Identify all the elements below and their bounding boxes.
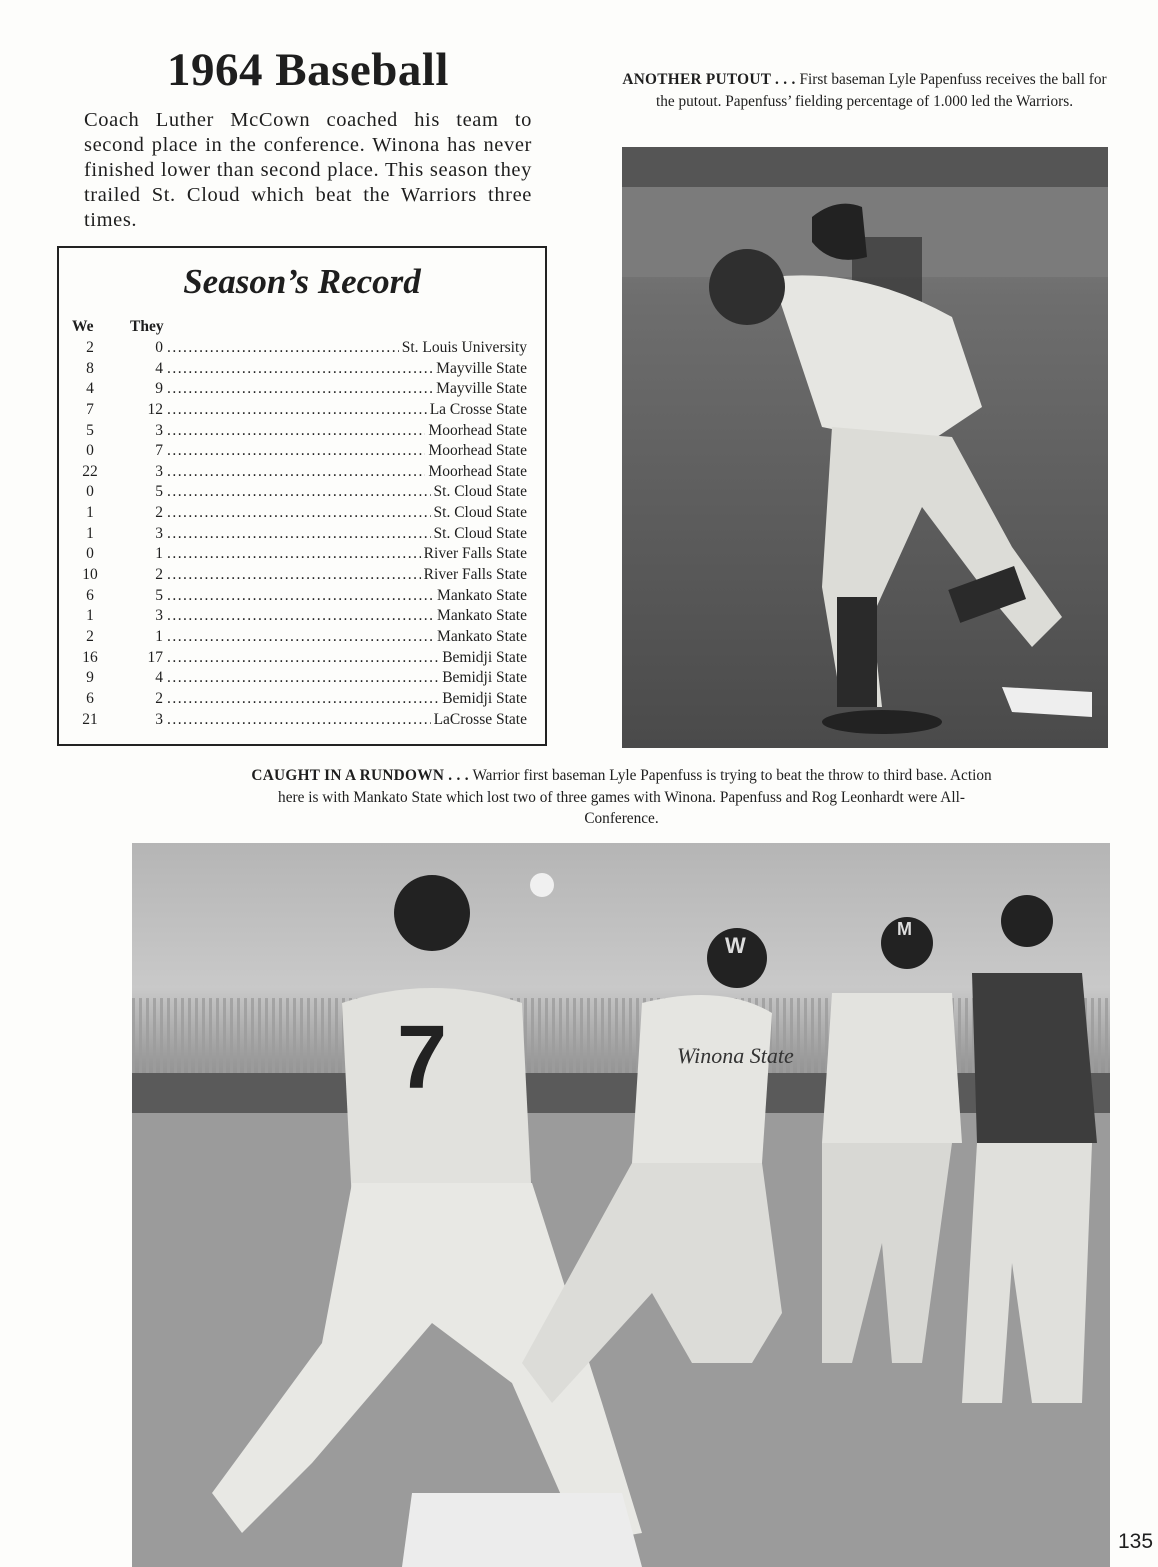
- score-they: 1: [155, 545, 163, 563]
- record-rows: [59, 338, 545, 730]
- fielder-cap-letter: M: [897, 919, 912, 939]
- opponent-name: Mankato State: [434, 606, 527, 627]
- caption-putout: [612, 69, 1117, 112]
- record-row: [59, 606, 545, 627]
- opponent-name: St. Cloud State: [431, 503, 527, 524]
- opponent-name: Mankato State: [434, 627, 527, 648]
- photo-putout: [622, 147, 1108, 748]
- score-we: 0: [86, 483, 94, 501]
- record-row: [59, 441, 545, 462]
- record-row: [59, 462, 545, 483]
- record-row: [59, 421, 545, 442]
- score-they: 5: [155, 483, 163, 501]
- runner-cap-letter: W: [725, 933, 746, 958]
- record-row: [59, 544, 545, 565]
- opponent-name: La Crosse State: [427, 400, 527, 421]
- record-row: [59, 648, 545, 669]
- score-they: 2: [155, 566, 163, 584]
- score-they: 3: [155, 421, 163, 439]
- score-we: 4: [86, 380, 94, 398]
- score-we: 0: [86, 545, 94, 563]
- record-row: [59, 338, 545, 359]
- score-they: 9: [155, 380, 163, 398]
- record-row: [59, 565, 545, 586]
- score-we: 22: [82, 462, 98, 480]
- score-we: 8: [86, 359, 94, 377]
- score-we: 0: [86, 442, 94, 460]
- record-row: [59, 400, 545, 421]
- record-row: [59, 710, 545, 731]
- opponent-name: Mayville State: [433, 379, 527, 400]
- score-we: 5: [86, 421, 94, 439]
- record-row: [59, 482, 545, 503]
- score-we: 6: [86, 689, 94, 707]
- opponent-name: Bemidji State: [439, 668, 527, 689]
- record-row: [59, 359, 545, 380]
- opponent-name: Bemidji State: [439, 689, 527, 710]
- score-we: 1: [86, 504, 94, 522]
- column-header-they: They: [130, 318, 164, 335]
- record-row: [59, 586, 545, 607]
- score-they: 17: [147, 648, 163, 666]
- score-we: 1: [86, 607, 94, 625]
- record-row: [59, 503, 545, 524]
- photo-rundown: [132, 843, 1110, 1567]
- opponent-name: River Falls State: [421, 565, 527, 586]
- score-they: 3: [155, 710, 163, 728]
- record-row: [59, 627, 545, 648]
- score-they: 5: [155, 586, 163, 604]
- intro-paragraph: Coach Luther McCown coached his team to second place in the conference. Winona has never finished lower than second place. This season they trailed St. Cloud which beat the Warriors three times.: [84, 109, 532, 231]
- score-they: 12: [147, 400, 163, 418]
- runner-jersey-text: Winona State: [677, 1043, 794, 1068]
- score-they: 2: [155, 504, 163, 522]
- opponent-name: St. Cloud State: [431, 524, 527, 545]
- opponent-name: LaCrosse State: [431, 710, 527, 731]
- catcher-jersey-number: 7: [397, 1008, 448, 1108]
- score-they: 4: [155, 669, 163, 687]
- opponent-name: Moorhead State: [425, 462, 527, 483]
- score-they: 3: [155, 524, 163, 542]
- score-we: 6: [86, 586, 94, 604]
- record-row: [59, 379, 545, 400]
- opponent-name: River Falls State: [421, 544, 527, 565]
- score-they: 7: [155, 442, 163, 460]
- opponent-name: Bemidji State: [439, 648, 527, 669]
- opponent-name: St. Cloud State: [431, 482, 527, 503]
- score-they: 3: [155, 607, 163, 625]
- caption-rundown: [243, 765, 1000, 830]
- caption-rundown-heading: CAUGHT IN A RUNDOWN . . .: [251, 767, 469, 784]
- score-they: 4: [155, 359, 163, 377]
- score-they: 0: [155, 339, 163, 356]
- record-row: [59, 668, 545, 689]
- score-they: 1: [155, 627, 163, 645]
- score-we: 2: [86, 339, 94, 356]
- opponent-name: Moorhead State: [425, 441, 527, 462]
- record-row: [59, 689, 545, 710]
- score-they: 3: [155, 462, 163, 480]
- score-we: 7: [86, 400, 94, 418]
- season-record-title: Season’s Record: [183, 262, 421, 301]
- page-title: 1964 Baseball: [166, 44, 449, 96]
- score-we: 10: [82, 566, 98, 584]
- season-record-box: [57, 246, 547, 746]
- page-number: 135: [1118, 1530, 1154, 1553]
- caption-putout-heading: ANOTHER PUTOUT . . .: [622, 71, 796, 88]
- record-row: [59, 524, 545, 545]
- score-we: 16: [82, 648, 98, 666]
- score-we: 2: [86, 627, 94, 645]
- column-header-we: We: [72, 318, 94, 335]
- caption-rundown-text: Warrior first baseman Lyle Papenfuss is trying to beat the throw to third base. Action here is with Mankato State which lost two of three games with Winona. Papenfuss and Rog Leonhardt were All-Conference.: [278, 767, 992, 827]
- score-they: 2: [155, 689, 163, 707]
- score-we: 21: [82, 710, 98, 728]
- score-we: 1: [86, 524, 94, 542]
- score-we: 9: [86, 669, 94, 687]
- opponent-name: Moorhead State: [425, 421, 527, 442]
- caption-putout-text: First baseman Lyle Papenfuss receives the ball for the putout. Papenfuss’ fielding percentage of 1.000 led the Warriors.: [655, 71, 1107, 110]
- opponent-name: Mankato State: [434, 586, 527, 607]
- opponent-name: St. Louis University: [399, 338, 527, 359]
- opponent-name: Mayville State: [433, 359, 527, 380]
